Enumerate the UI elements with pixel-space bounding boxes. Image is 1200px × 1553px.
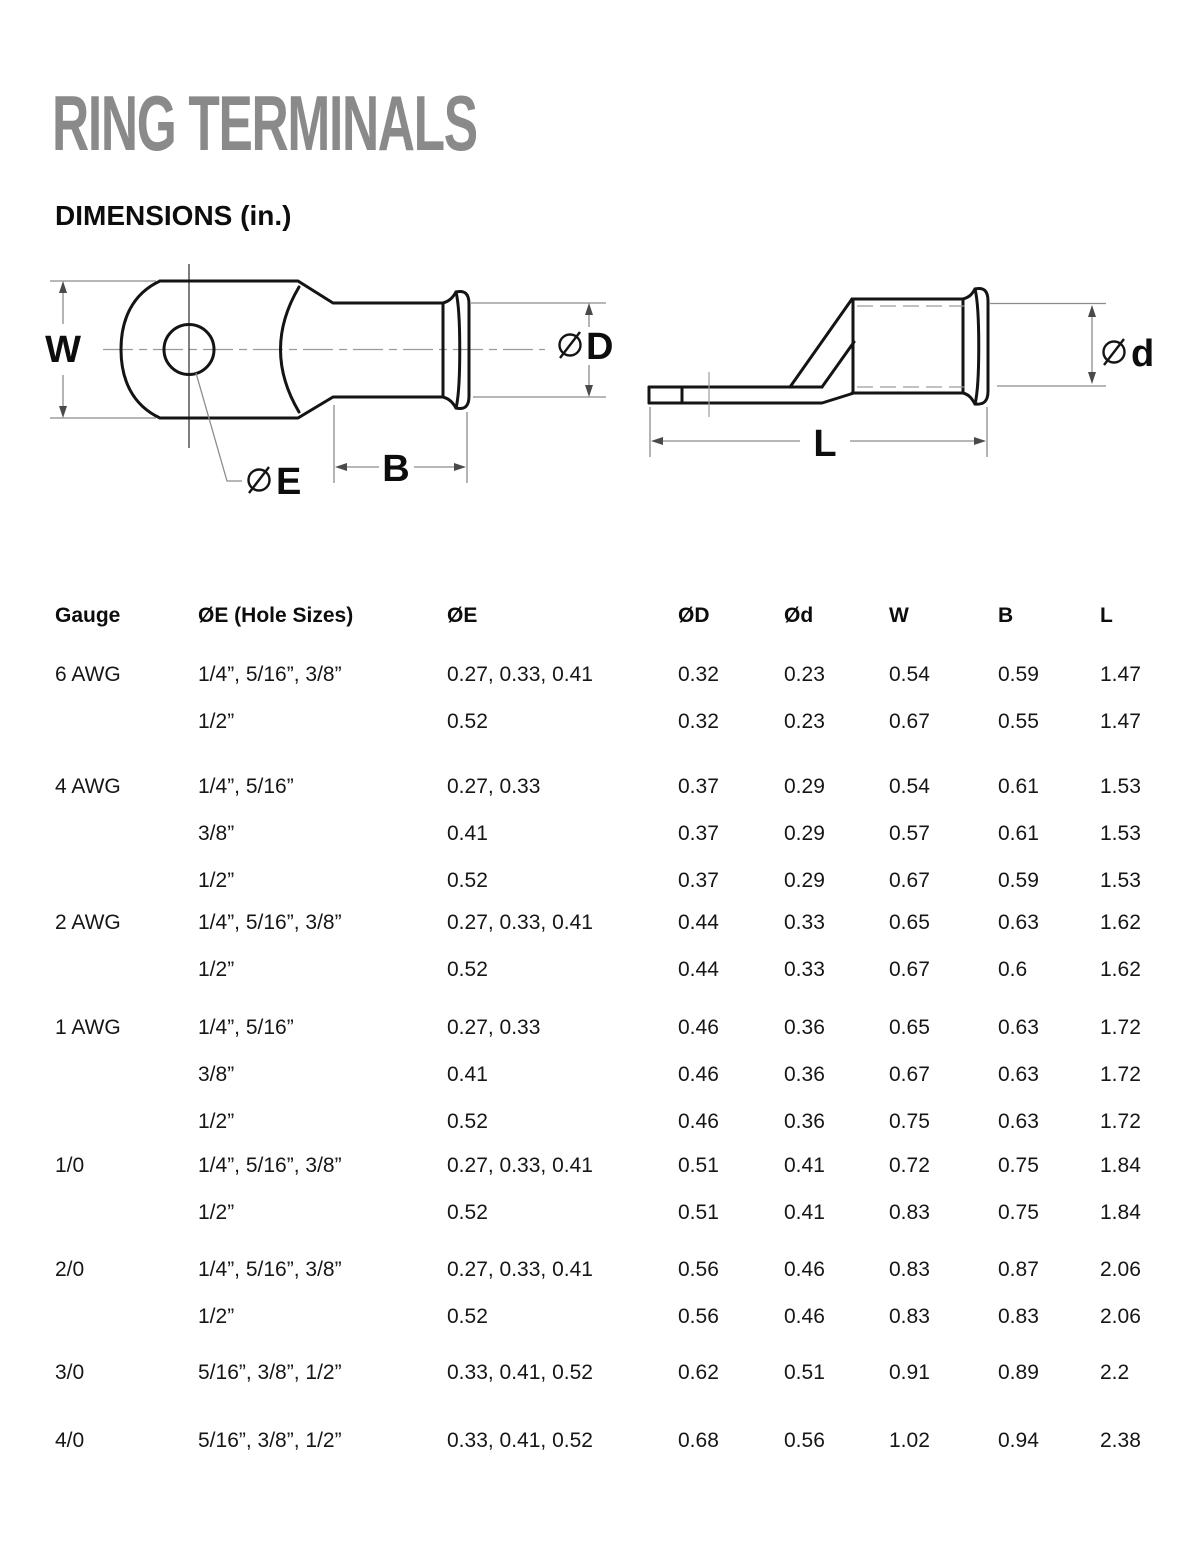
cell-hole-sizes: 1/4”, 5/16”, 3/8”: [198, 1258, 342, 1281]
cell-oe: 0.27, 0.33: [447, 1016, 541, 1039]
cell-w: 0.54: [889, 663, 930, 686]
dimensions-heading: DIMENSIONS (in.): [55, 200, 292, 231]
cell-b: 0.63: [998, 1110, 1039, 1133]
cell-od-small: 0.56: [784, 1429, 825, 1452]
cell-od: 0.37: [678, 822, 719, 845]
cell-od-small: 0.41: [784, 1201, 825, 1224]
cell-oe: 0.27, 0.33: [447, 775, 541, 798]
diameter-symbol: [560, 332, 581, 358]
cell-od: 0.46: [678, 1063, 719, 1086]
label-b: B: [382, 448, 410, 490]
table-row: [0, 1154, 1200, 1181]
cell-oe: 0.52: [447, 1201, 488, 1224]
cell-od-small: 0.36: [784, 1063, 825, 1086]
table-row: [0, 822, 1200, 849]
cell-b: 0.61: [998, 822, 1039, 845]
cell-b: 0.55: [998, 710, 1039, 733]
cell-w: 0.83: [889, 1258, 930, 1281]
cell-l: 1.62: [1100, 911, 1141, 934]
cell-gauge: 3/0: [55, 1361, 85, 1384]
table-header-row: [0, 604, 1200, 631]
cell-hole-sizes: 1/2”: [198, 1110, 235, 1133]
cell-oe: 0.52: [447, 869, 488, 892]
cell-w: 0.91: [889, 1361, 930, 1384]
cell-od-small: 0.23: [784, 710, 825, 733]
table-row: [0, 710, 1200, 737]
cell-hole-sizes: 1/4”, 5/16”, 3/8”: [198, 911, 342, 934]
cell-w: 1.02: [889, 1429, 930, 1452]
cell-b: 0.61: [998, 775, 1039, 798]
cell-od-small: 0.23: [784, 663, 825, 686]
cell-l: 1.53: [1100, 775, 1141, 798]
cell-b: 0.87: [998, 1258, 1039, 1281]
cell-od-small: 0.46: [784, 1305, 825, 1328]
cell-w: 0.67: [889, 1063, 930, 1086]
dimension-b: [334, 405, 467, 490]
cell-l: 1.72: [1100, 1016, 1141, 1039]
table-row: [0, 911, 1200, 938]
cell-oe: 0.52: [447, 710, 488, 733]
cell-b: 0.75: [998, 1201, 1039, 1224]
cell-hole-sizes: 1/4”, 5/16”: [198, 775, 294, 798]
table-row: [0, 1201, 1200, 1228]
cell-w: 0.83: [889, 1201, 930, 1224]
cell-od-small: 0.36: [784, 1110, 825, 1133]
header-oe: ØE: [447, 604, 478, 627]
label-l: L: [813, 423, 837, 465]
ring-terminal-side-view: [649, 289, 1154, 466]
cell-oe: 0.27, 0.33, 0.41: [447, 663, 593, 686]
cell-hole-sizes: 1/2”: [198, 1201, 235, 1224]
cell-od: 0.32: [678, 663, 719, 686]
cell-oe: 0.41: [447, 1063, 488, 1086]
cell-w: 0.65: [889, 911, 930, 934]
cell-oe: 0.27, 0.33, 0.41: [447, 911, 593, 934]
cell-hole-sizes: 1/4”, 5/16”, 3/8”: [198, 663, 342, 686]
cell-hole-sizes: 1/4”, 5/16”, 3/8”: [198, 1154, 342, 1177]
table-row: [0, 958, 1200, 985]
cell-od-small: 0.33: [784, 958, 825, 981]
cell-w: 0.54: [889, 775, 930, 798]
table-row: [0, 1063, 1200, 1090]
cell-od-small: 0.29: [784, 775, 825, 798]
cell-b: 0.59: [998, 869, 1039, 892]
cell-od-small: 0.29: [784, 822, 825, 845]
cell-od: 0.51: [678, 1201, 719, 1224]
cell-od: 0.46: [678, 1016, 719, 1039]
cell-od-small: 0.29: [784, 869, 825, 892]
cell-oe: 0.52: [447, 1110, 488, 1133]
cell-b: 0.63: [998, 911, 1039, 934]
cell-gauge: 4 AWG: [55, 775, 121, 798]
cell-l: 1.84: [1100, 1201, 1141, 1224]
cell-oe: 0.27, 0.33, 0.41: [447, 1154, 593, 1177]
diameter-symbol: [249, 467, 270, 493]
cell-gauge: 4/0: [55, 1429, 85, 1452]
cell-oe: 0.33, 0.41, 0.52: [447, 1429, 593, 1452]
header-l: L: [1100, 604, 1113, 627]
cell-od: 0.68: [678, 1429, 719, 1452]
table-row: [0, 1305, 1200, 1332]
terminal-dimension-diagrams: [0, 248, 1200, 518]
table-row: [0, 1110, 1200, 1137]
cell-l: 2.38: [1100, 1429, 1141, 1452]
cell-od: 0.44: [678, 958, 719, 981]
table-row: [0, 775, 1200, 802]
cell-od: 0.32: [678, 710, 719, 733]
cell-l: 1.53: [1100, 869, 1141, 892]
cell-l: 1.84: [1100, 1154, 1141, 1177]
cell-hole-sizes: 3/8”: [198, 822, 235, 845]
cell-od: 0.51: [678, 1154, 719, 1177]
cell-hole-sizes: 1/2”: [198, 869, 235, 892]
table-row: [0, 1361, 1200, 1388]
cell-gauge: 1/0: [55, 1154, 85, 1177]
cell-w: 0.67: [889, 710, 930, 733]
cell-oe: 0.41: [447, 822, 488, 845]
header-hole-sizes: ØE (Hole Sizes): [198, 604, 354, 627]
cell-hole-sizes: 5/16”, 3/8”, 1/2”: [198, 1429, 342, 1452]
cell-oe: 0.52: [447, 958, 488, 981]
cell-oe: 0.52: [447, 1305, 488, 1328]
table-row: [0, 1429, 1200, 1456]
cell-od-small: 0.33: [784, 911, 825, 934]
cell-l: 2.06: [1100, 1258, 1141, 1281]
cell-l: 1.72: [1100, 1063, 1141, 1086]
cell-od: 0.44: [678, 911, 719, 934]
dimension-oe: [196, 373, 301, 503]
cell-hole-sizes: 1/2”: [198, 710, 235, 733]
cell-od-small: 0.41: [784, 1154, 825, 1177]
cell-od: 0.46: [678, 1110, 719, 1133]
header-gauge: Gauge: [55, 604, 121, 627]
dimension-l: [650, 407, 987, 465]
table-row: [0, 1016, 1200, 1043]
cell-l: 1.47: [1100, 663, 1141, 686]
cell-hole-sizes: 1/2”: [198, 1305, 235, 1328]
cell-od-small: 0.46: [784, 1258, 825, 1281]
cell-l: 2.06: [1100, 1305, 1141, 1328]
header-od: ØD: [678, 604, 710, 627]
table-row: [0, 1258, 1200, 1285]
cell-oe: 0.27, 0.33, 0.41: [447, 1258, 593, 1281]
cell-od-small: 0.51: [784, 1361, 825, 1384]
label-w: W: [45, 329, 81, 371]
table-row: [0, 663, 1200, 690]
cell-b: 0.63: [998, 1063, 1039, 1086]
ring-terminal-top-view: [45, 264, 613, 503]
cell-od: 0.37: [678, 869, 719, 892]
cell-w: 0.65: [889, 1016, 930, 1039]
label-od-small: d: [1131, 333, 1155, 375]
cell-l: 1.53: [1100, 822, 1141, 845]
cell-w: 0.67: [889, 958, 930, 981]
cell-w: 0.57: [889, 822, 930, 845]
cell-w: 0.67: [889, 869, 930, 892]
dimension-od-small: [990, 304, 1154, 387]
cell-hole-sizes: 1/2”: [198, 958, 235, 981]
cell-l: 1.72: [1100, 1110, 1141, 1133]
cell-w: 0.83: [889, 1305, 930, 1328]
cell-gauge: 2/0: [55, 1258, 85, 1281]
header-od-small: Ød: [784, 604, 814, 627]
label-oe: E: [276, 461, 302, 503]
cell-b: 0.6: [998, 958, 1028, 981]
cell-hole-sizes: 1/4”, 5/16”: [198, 1016, 294, 1039]
cell-od: 0.37: [678, 775, 719, 798]
cell-gauge: 2 AWG: [55, 911, 121, 934]
page-title: RING TERMINALS: [52, 79, 477, 167]
cell-w: 0.72: [889, 1154, 930, 1177]
cell-od: 0.56: [678, 1258, 719, 1281]
label-od: D: [586, 326, 614, 368]
cell-od: 0.56: [678, 1305, 719, 1328]
cell-b: 0.75: [998, 1154, 1039, 1177]
cell-l: 1.47: [1100, 710, 1141, 733]
table-row: [0, 869, 1200, 896]
cell-od: 0.62: [678, 1361, 719, 1384]
cell-od-small: 0.36: [784, 1016, 825, 1039]
cell-l: 1.62: [1100, 958, 1141, 981]
cell-b: 0.83: [998, 1305, 1039, 1328]
cell-w: 0.75: [889, 1110, 930, 1133]
header-w: W: [889, 604, 909, 627]
cell-oe: 0.33, 0.41, 0.52: [447, 1361, 593, 1384]
cell-b: 0.94: [998, 1429, 1039, 1452]
cell-b: 0.89: [998, 1361, 1039, 1384]
cell-gauge: 6 AWG: [55, 663, 121, 686]
diameter-symbol: [1104, 339, 1125, 365]
cell-gauge: 1 AWG: [55, 1016, 121, 1039]
cell-hole-sizes: 5/16”, 3/8”, 1/2”: [198, 1361, 342, 1384]
cell-b: 0.63: [998, 1016, 1039, 1039]
cell-hole-sizes: 3/8”: [198, 1063, 235, 1086]
cell-l: 2.2: [1100, 1361, 1130, 1384]
header-b: B: [998, 604, 1014, 627]
cell-b: 0.59: [998, 663, 1039, 686]
